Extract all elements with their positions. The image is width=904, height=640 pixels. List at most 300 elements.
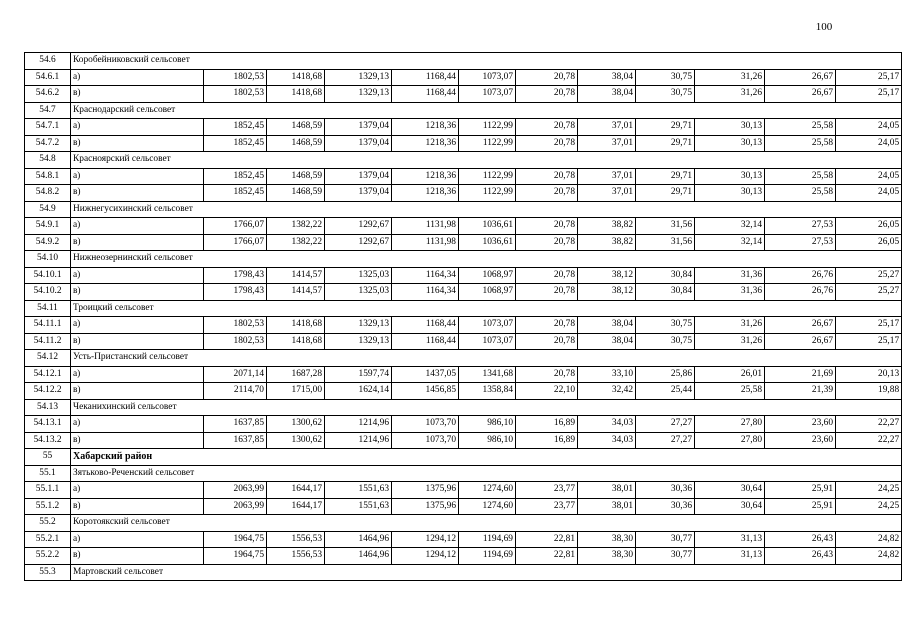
value-cell: 1418,68 — [267, 333, 325, 350]
table-row — [25, 416, 902, 433]
row-code: 54.10.1 — [25, 267, 71, 284]
value-cell: 38,82 — [578, 234, 636, 251]
value-cell: 22,81 — [516, 548, 578, 565]
value-cell: 30,64 — [695, 482, 765, 499]
value-cell: 30,75 — [636, 69, 695, 86]
row-code: 55.2.2 — [25, 548, 71, 565]
value-cell: 1168,44 — [392, 317, 459, 334]
value-cell: 30,75 — [636, 333, 695, 350]
table-row — [25, 498, 902, 515]
value-cell: 1418,68 — [267, 86, 325, 103]
value-cell: 25,17 — [836, 317, 902, 334]
value-cell: 1637,85 — [204, 416, 267, 433]
row-label: а) — [71, 69, 204, 86]
row-label: в) — [71, 185, 204, 202]
value-cell: 26,05 — [836, 234, 902, 251]
section-header-row — [25, 465, 902, 482]
value-cell: 31,26 — [695, 69, 765, 86]
value-cell: 24,05 — [836, 135, 902, 152]
value-cell: 26,76 — [765, 267, 836, 284]
value-cell: 1073,07 — [459, 86, 516, 103]
value-cell: 1852,45 — [204, 135, 267, 152]
value-cell: 34,03 — [578, 416, 636, 433]
row-label: в) — [71, 498, 204, 515]
value-cell: 1964,75 — [204, 548, 267, 565]
value-cell: 38,04 — [578, 317, 636, 334]
value-cell: 1329,13 — [325, 86, 392, 103]
settlement-title: Зятьково-Реченский сельсовет — [71, 465, 902, 482]
value-cell: 1556,53 — [267, 548, 325, 565]
district-header-row — [25, 449, 902, 466]
value-cell: 20,78 — [516, 168, 578, 185]
settlement-title: Чеканихинский сельсовет — [71, 399, 902, 416]
value-cell: 38,01 — [578, 498, 636, 515]
row-label: а) — [71, 168, 204, 185]
value-cell: 30,84 — [636, 284, 695, 301]
row-code: 55.1.1 — [25, 482, 71, 499]
value-cell: 38,12 — [578, 284, 636, 301]
value-cell: 30,75 — [636, 317, 695, 334]
value-cell: 1300,62 — [267, 432, 325, 449]
value-cell: 31,26 — [695, 333, 765, 350]
table-row — [25, 86, 902, 103]
table-row — [25, 366, 902, 383]
section-header-row — [25, 251, 902, 268]
row-code: 54.10.2 — [25, 284, 71, 301]
settlement-title: Троицкий сельсовет — [71, 300, 902, 317]
value-cell: 29,71 — [636, 135, 695, 152]
value-cell: 38,01 — [578, 482, 636, 499]
value-cell: 1068,97 — [459, 284, 516, 301]
value-cell: 1379,04 — [325, 135, 392, 152]
value-cell: 21,39 — [765, 383, 836, 400]
settlement-title: Коротоякский сельсовет — [71, 515, 902, 532]
value-cell: 30,36 — [636, 498, 695, 515]
value-cell: 1802,53 — [204, 333, 267, 350]
value-cell: 1766,07 — [204, 218, 267, 235]
table-row — [25, 218, 902, 235]
value-cell: 30,77 — [636, 548, 695, 565]
value-cell: 31,56 — [636, 234, 695, 251]
table-row — [25, 482, 902, 499]
value-cell: 29,71 — [636, 168, 695, 185]
value-cell: 1637,85 — [204, 432, 267, 449]
row-code: 54.6.1 — [25, 69, 71, 86]
value-cell: 1294,12 — [392, 548, 459, 565]
row-label: а) — [71, 416, 204, 433]
value-cell: 1556,53 — [267, 531, 325, 548]
value-cell: 27,27 — [636, 432, 695, 449]
value-cell: 1468,59 — [267, 168, 325, 185]
value-cell: 25,27 — [836, 267, 902, 284]
value-cell: 23,77 — [516, 482, 578, 499]
value-cell: 1329,13 — [325, 333, 392, 350]
value-cell: 1131,98 — [392, 234, 459, 251]
value-cell: 1964,75 — [204, 531, 267, 548]
table-row — [25, 548, 902, 565]
district-title: Хабарский район — [71, 449, 902, 466]
value-cell: 1164,34 — [392, 284, 459, 301]
row-code: 55.1.2 — [25, 498, 71, 515]
value-cell: 1036,61 — [459, 218, 516, 235]
value-cell: 1122,99 — [459, 119, 516, 136]
value-cell: 1274,60 — [459, 498, 516, 515]
row-code: 54.7.2 — [25, 135, 71, 152]
value-cell: 24,05 — [836, 168, 902, 185]
value-cell: 24,25 — [836, 482, 902, 499]
value-cell: 1715,00 — [267, 383, 325, 400]
value-cell: 1798,43 — [204, 267, 267, 284]
table-row — [25, 531, 902, 548]
section-header-row — [25, 152, 902, 169]
value-cell: 1218,36 — [392, 135, 459, 152]
value-cell: 1214,96 — [325, 416, 392, 433]
value-cell: 1802,53 — [204, 69, 267, 86]
value-cell: 20,78 — [516, 86, 578, 103]
table-row — [25, 383, 902, 400]
value-cell: 1379,04 — [325, 168, 392, 185]
row-code: 54.9 — [25, 201, 71, 218]
table-row — [25, 267, 902, 284]
value-cell: 37,01 — [578, 119, 636, 136]
value-cell: 26,01 — [695, 366, 765, 383]
value-cell: 37,01 — [578, 168, 636, 185]
value-cell: 1073,70 — [392, 416, 459, 433]
value-cell: 25,58 — [765, 168, 836, 185]
value-cell: 25,17 — [836, 333, 902, 350]
value-cell: 20,78 — [516, 69, 578, 86]
value-cell: 16,89 — [516, 416, 578, 433]
section-header-row — [25, 564, 902, 581]
settlement-title: Нижнегусихинский сельсовет — [71, 201, 902, 218]
value-cell: 1551,63 — [325, 482, 392, 499]
value-cell: 34,03 — [578, 432, 636, 449]
value-cell: 1551,63 — [325, 498, 392, 515]
value-cell: 27,53 — [765, 234, 836, 251]
value-cell: 1194,69 — [459, 531, 516, 548]
value-cell: 1358,84 — [459, 383, 516, 400]
value-cell: 27,80 — [695, 432, 765, 449]
page-number: 100 — [815, 21, 833, 33]
value-cell: 20,78 — [516, 284, 578, 301]
value-cell: 1218,36 — [392, 168, 459, 185]
value-cell: 30,64 — [695, 498, 765, 515]
value-cell: 1073,07 — [459, 333, 516, 350]
row-label: в) — [71, 383, 204, 400]
section-header-row — [25, 300, 902, 317]
value-cell: 32,14 — [695, 234, 765, 251]
value-cell: 37,01 — [578, 135, 636, 152]
value-cell: 1464,96 — [325, 531, 392, 548]
value-cell: 1036,61 — [459, 234, 516, 251]
value-cell: 25,91 — [765, 482, 836, 499]
value-cell: 1329,13 — [325, 317, 392, 334]
value-cell: 31,26 — [695, 86, 765, 103]
value-cell: 1274,60 — [459, 482, 516, 499]
value-cell: 24,05 — [836, 185, 902, 202]
value-cell: 1382,22 — [267, 234, 325, 251]
value-cell: 22,81 — [516, 531, 578, 548]
value-cell: 23,60 — [765, 432, 836, 449]
value-cell: 1164,34 — [392, 267, 459, 284]
row-label: в) — [71, 234, 204, 251]
value-cell: 1468,59 — [267, 135, 325, 152]
value-cell: 31,36 — [695, 267, 765, 284]
row-code: 54.13 — [25, 399, 71, 416]
value-cell: 1068,97 — [459, 267, 516, 284]
value-cell: 20,78 — [516, 366, 578, 383]
value-cell: 1644,17 — [267, 498, 325, 515]
value-cell: 2063,99 — [204, 498, 267, 515]
value-cell: 16,89 — [516, 432, 578, 449]
value-cell: 1766,07 — [204, 234, 267, 251]
value-cell: 1379,04 — [325, 185, 392, 202]
row-code: 54.6.2 — [25, 86, 71, 103]
value-cell: 20,78 — [516, 234, 578, 251]
value-cell: 20,78 — [516, 185, 578, 202]
row-label: в) — [71, 333, 204, 350]
row-code: 54.11.2 — [25, 333, 71, 350]
value-cell: 1375,96 — [392, 498, 459, 515]
row-label: в) — [71, 284, 204, 301]
table-row — [25, 69, 902, 86]
table-row — [25, 284, 902, 301]
value-cell: 986,10 — [459, 432, 516, 449]
value-cell: 19,88 — [836, 383, 902, 400]
row-label: а) — [71, 317, 204, 334]
value-cell: 1168,44 — [392, 69, 459, 86]
value-cell: 38,04 — [578, 69, 636, 86]
value-cell: 24,82 — [836, 548, 902, 565]
value-cell: 1802,53 — [204, 317, 267, 334]
value-cell: 25,44 — [636, 383, 695, 400]
value-cell: 25,58 — [765, 135, 836, 152]
section-header-row — [25, 53, 902, 70]
value-cell: 20,78 — [516, 135, 578, 152]
value-cell: 1218,36 — [392, 119, 459, 136]
value-cell: 20,78 — [516, 218, 578, 235]
table-row — [25, 185, 902, 202]
value-cell: 1382,22 — [267, 218, 325, 235]
value-cell: 31,56 — [636, 218, 695, 235]
settlement-title: Нижнеозернинский сельсовет — [71, 251, 902, 268]
row-label: в) — [71, 135, 204, 152]
row-code: 54.12.2 — [25, 383, 71, 400]
value-cell: 37,01 — [578, 185, 636, 202]
row-code: 54.7.1 — [25, 119, 71, 136]
value-cell: 1852,45 — [204, 185, 267, 202]
row-code: 54.11 — [25, 300, 71, 317]
value-cell: 1802,53 — [204, 86, 267, 103]
value-cell: 20,78 — [516, 317, 578, 334]
value-cell: 25,58 — [695, 383, 765, 400]
value-cell: 1341,68 — [459, 366, 516, 383]
row-code: 54.13.1 — [25, 416, 71, 433]
value-cell: 27,53 — [765, 218, 836, 235]
value-cell: 2063,99 — [204, 482, 267, 499]
value-cell: 20,13 — [836, 366, 902, 383]
settlement-title: Коробейниковский сельсовет — [71, 53, 902, 70]
value-cell: 29,71 — [636, 185, 695, 202]
value-cell: 38,04 — [578, 86, 636, 103]
table-row — [25, 333, 902, 350]
section-header-row — [25, 515, 902, 532]
value-cell: 1073,07 — [459, 69, 516, 86]
value-cell: 26,05 — [836, 218, 902, 235]
row-code: 54.6 — [25, 53, 71, 70]
value-cell: 1414,57 — [267, 284, 325, 301]
value-cell: 30,77 — [636, 531, 695, 548]
row-label: в) — [71, 432, 204, 449]
value-cell: 1624,14 — [325, 383, 392, 400]
value-cell: 26,43 — [765, 531, 836, 548]
value-cell: 1644,17 — [267, 482, 325, 499]
value-cell: 1329,13 — [325, 69, 392, 86]
value-cell: 26,67 — [765, 86, 836, 103]
value-cell: 30,84 — [636, 267, 695, 284]
value-cell: 1468,59 — [267, 185, 325, 202]
value-cell: 29,71 — [636, 119, 695, 136]
row-code: 54.12.1 — [25, 366, 71, 383]
value-cell: 1597,74 — [325, 366, 392, 383]
value-cell: 1687,28 — [267, 366, 325, 383]
value-cell: 1294,12 — [392, 531, 459, 548]
row-code: 54.9.1 — [25, 218, 71, 235]
value-cell: 26,67 — [765, 317, 836, 334]
row-label: а) — [71, 267, 204, 284]
settlement-title: Усть-Пристанский сельсовет — [71, 350, 902, 367]
table-row — [25, 168, 902, 185]
value-cell: 1122,99 — [459, 185, 516, 202]
table-row — [25, 119, 902, 136]
value-cell: 1300,62 — [267, 416, 325, 433]
value-cell: 2071,14 — [204, 366, 267, 383]
value-cell: 25,58 — [765, 185, 836, 202]
value-cell: 27,27 — [636, 416, 695, 433]
value-cell: 30,13 — [695, 119, 765, 136]
value-cell: 38,04 — [578, 333, 636, 350]
table-body — [25, 53, 902, 581]
value-cell: 30,75 — [636, 86, 695, 103]
value-cell: 1131,98 — [392, 218, 459, 235]
row-code: 55.2 — [25, 515, 71, 532]
value-cell: 1414,57 — [267, 267, 325, 284]
value-cell: 38,30 — [578, 531, 636, 548]
value-cell: 1168,44 — [392, 333, 459, 350]
table-row — [25, 432, 902, 449]
value-cell: 1325,03 — [325, 267, 392, 284]
value-cell: 22,27 — [836, 432, 902, 449]
value-cell: 30,13 — [695, 185, 765, 202]
value-cell: 1468,59 — [267, 119, 325, 136]
value-cell: 31,36 — [695, 284, 765, 301]
row-label: а) — [71, 119, 204, 136]
value-cell: 26,67 — [765, 69, 836, 86]
value-cell: 31,13 — [695, 531, 765, 548]
table-row — [25, 317, 902, 334]
value-cell: 1418,68 — [267, 69, 325, 86]
value-cell: 26,76 — [765, 284, 836, 301]
value-cell: 1292,67 — [325, 218, 392, 235]
value-cell: 38,82 — [578, 218, 636, 235]
section-header-row — [25, 350, 902, 367]
row-code: 54.8.1 — [25, 168, 71, 185]
value-cell: 23,77 — [516, 498, 578, 515]
value-cell: 26,43 — [765, 548, 836, 565]
value-cell: 30,13 — [695, 135, 765, 152]
value-cell: 38,12 — [578, 267, 636, 284]
row-label: а) — [71, 482, 204, 499]
value-cell: 1798,43 — [204, 284, 267, 301]
value-cell: 1292,67 — [325, 234, 392, 251]
value-cell: 1073,70 — [392, 432, 459, 449]
value-cell: 1852,45 — [204, 168, 267, 185]
row-code: 55 — [25, 449, 71, 466]
value-cell: 1073,07 — [459, 317, 516, 334]
settlement-title: Красноярский сельсовет — [71, 152, 902, 169]
value-cell: 24,82 — [836, 531, 902, 548]
value-cell: 986,10 — [459, 416, 516, 433]
value-cell: 31,26 — [695, 317, 765, 334]
value-cell: 22,10 — [516, 383, 578, 400]
value-cell: 1214,96 — [325, 432, 392, 449]
value-cell: 20,78 — [516, 333, 578, 350]
value-cell: 25,58 — [765, 119, 836, 136]
value-cell: 22,27 — [836, 416, 902, 433]
value-cell: 32,42 — [578, 383, 636, 400]
value-cell: 1437,05 — [392, 366, 459, 383]
value-cell: 20,78 — [516, 119, 578, 136]
value-cell: 32,14 — [695, 218, 765, 235]
value-cell: 1325,03 — [325, 284, 392, 301]
row-code: 54.7 — [25, 102, 71, 119]
row-label: а) — [71, 366, 204, 383]
value-cell: 1418,68 — [267, 317, 325, 334]
row-code: 54.10 — [25, 251, 71, 268]
value-cell: 25,86 — [636, 366, 695, 383]
value-cell: 25,17 — [836, 69, 902, 86]
value-cell: 27,80 — [695, 416, 765, 433]
settlement-title: Краснодарский сельсовет — [71, 102, 902, 119]
value-cell: 25,17 — [836, 86, 902, 103]
row-label: а) — [71, 531, 204, 548]
value-cell: 1194,69 — [459, 548, 516, 565]
value-cell: 24,05 — [836, 119, 902, 136]
value-cell: 1122,99 — [459, 168, 516, 185]
row-label: в) — [71, 86, 204, 103]
tariff-table — [24, 52, 902, 581]
row-code: 54.9.2 — [25, 234, 71, 251]
section-header-row — [25, 102, 902, 119]
row-code: 55.2.1 — [25, 531, 71, 548]
value-cell: 30,13 — [695, 168, 765, 185]
row-code: 54.11.1 — [25, 317, 71, 334]
table-row — [25, 234, 902, 251]
value-cell: 26,67 — [765, 333, 836, 350]
row-code: 55.3 — [25, 564, 71, 581]
row-code: 54.12 — [25, 350, 71, 367]
value-cell: 24,25 — [836, 498, 902, 515]
section-header-row — [25, 201, 902, 218]
value-cell: 25,91 — [765, 498, 836, 515]
value-cell: 31,13 — [695, 548, 765, 565]
value-cell: 23,60 — [765, 416, 836, 433]
value-cell: 1852,45 — [204, 119, 267, 136]
value-cell: 1464,96 — [325, 548, 392, 565]
value-cell: 1375,96 — [392, 482, 459, 499]
value-cell: 1168,44 — [392, 86, 459, 103]
table-row — [25, 135, 902, 152]
